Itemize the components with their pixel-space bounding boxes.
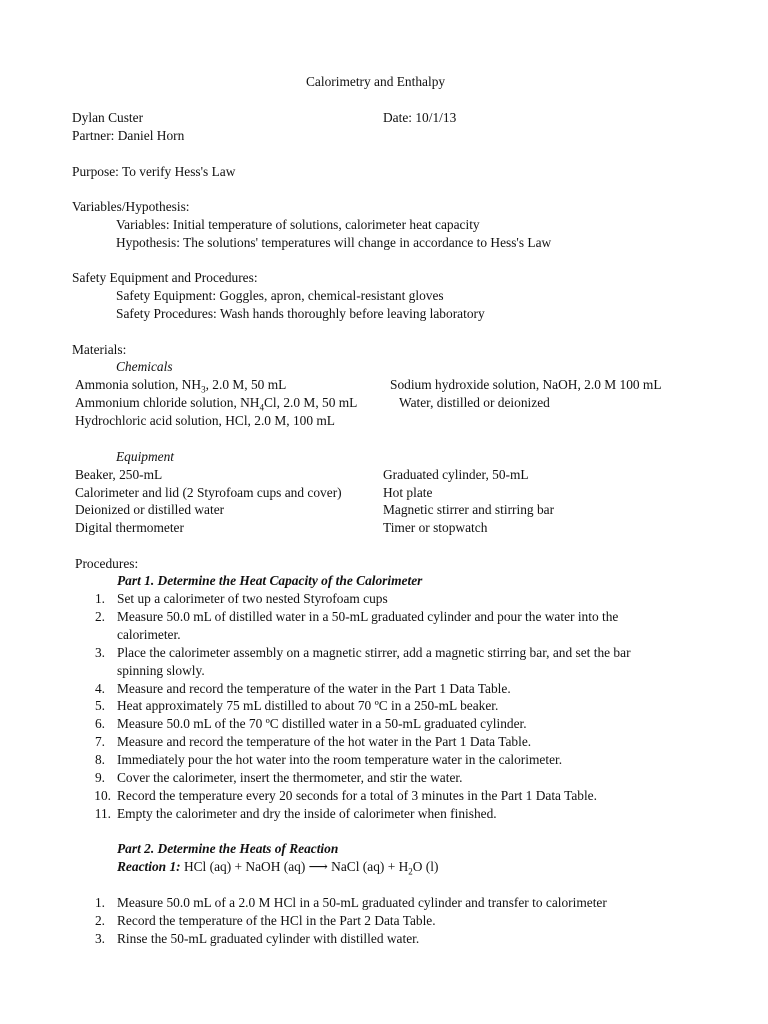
step-text: Measure 50.0 mL of the 70 ºC distilled water in a 50-mL graduated cylinder. [117,716,527,731]
safety-heading: Safety Equipment and Procedures: [72,270,258,285]
step-text: Immediately pour the hot water into the room temperature water in the calorimeter. [117,752,563,767]
step-text: Record the temperature every 20 seconds for a total of 3 minutes in the Part 1 Data Table. [117,788,597,803]
equipment-item: Digital thermometer [75,520,184,535]
variables-text: Variables: Initial temperature of solutions, calorimeter heat capacity [116,217,480,232]
step-text: Cover the calorimeter, insert the thermometer, and stir the water. [117,770,463,785]
step-text: Measure 50.0 mL of a 2.0 M HCl in a 50-mL graduated cylinder and transfer to calorimeter [117,895,607,910]
materials-heading: Materials: [72,342,127,357]
chemicals-heading: Chemicals [116,359,173,374]
part1-title: Part 1. Determine the Heat Capacity of the Calorimeter [117,573,423,588]
part2-title: Part 2. Determine the Heats of Reaction [117,841,339,856]
report-date: Date: 10/1/13 [383,110,457,125]
procedures-heading: Procedures: [75,556,139,571]
step-text: Place the calorimeter assembly on a magnetic stirrer, add a magnetic stirring bar, and set the bar [117,645,631,660]
step-number: 7. [94,734,105,749]
step-text: Heat approximately 75 mL distilled to about 70 ºC in a 250-mL beaker. [117,698,499,713]
chemical-item: Hydrochloric acid solution, HCl, 2.0 M, 100 mL [75,413,335,428]
safety-procedures-text: Safety Procedures: Wash hands thoroughly before leaving laboratory [116,306,485,321]
equipment-item: Beaker, 250-mL [75,467,163,482]
chemical-item: Ammonia solution, $NH_3$, 2.0 M, 50 mL [75,377,287,395]
equipment-item: Deionized or distilled water [75,502,225,517]
hypothesis-text: Hypothesis: The solutions' temperatures will change in accordance to Hess's Law [116,235,552,250]
chemical-item: Water, distilled or deionized [399,395,550,410]
equipment-item: Hot plate [383,485,433,500]
step-text: Measure and record the temperature of the hot water in the Part 1 Data Table. [117,734,532,749]
step-number: 3. [94,645,105,660]
partner-name: Partner: Daniel Horn [72,128,185,143]
step-number: 2. [94,609,105,624]
variables-heading: Variables/Hypothesis: [72,199,190,214]
step-text: Rinse the 50-mL graduated cylinder with distilled water. [117,931,420,946]
step-text: Record the temperature of the HCl in the Part 2 Data Table. [117,913,436,928]
step-number: 1. [94,591,105,606]
step-text: Set up a calorimeter of two nested Styrofoam cups [117,591,388,606]
safety-equipment-text: Safety Equipment: Goggles, apron, chemical-resistant gloves [116,288,444,303]
step-text: Measure and record the temperature of the water in the Part 1 Data Table. [117,681,511,696]
equipment-item: Magnetic stirrer and stirring bar [383,502,555,517]
step-text: calorimeter. [117,627,181,642]
equipment-item: Graduated cylinder, 50-mL [383,467,529,482]
reaction-equation: Reaction 1: HCl (aq) + NaOH (aq) ⟶ NaCl $(aq) + H_2O$ (l) [117,859,439,877]
step-number: 4. [94,681,105,696]
step-text: spinning slowly. [117,663,205,678]
step-number: 3. [94,931,105,946]
purpose-statement: Purpose: To verify Hess's Law [72,164,236,179]
author-name: Dylan Custer [72,110,144,125]
equipment-item: Timer or stopwatch [383,520,488,535]
step-text: Measure 50.0 mL of distilled water in a 50-mL graduated cylinder and pour the water into the [117,609,619,624]
equipment-item: Calorimeter and lid (2 Styrofoam cups and cover) [75,485,342,500]
step-number: 2. [94,913,105,928]
chemical-item: Ammonium chloride solution, $NH_4Cl$, 2.0 M, 50 mL [75,395,358,413]
step-number: 1. [94,895,105,910]
step-number: 9. [94,770,105,785]
step-number: 5. [94,698,105,713]
chemical-item: Sodium hydroxide solution, NaOH, 2.0 M 100 mL [390,377,662,392]
step-number: 11. [94,806,111,821]
step-number: 6. [94,716,105,731]
document-title: Calorimetry and Enthalpy [306,74,446,89]
step-text: Empty the calorimeter and dry the inside of calorimeter when finished. [117,806,497,821]
step-number: 10. [94,788,111,803]
step-number: 8. [94,752,105,767]
equipment-heading: Equipment [116,449,175,464]
